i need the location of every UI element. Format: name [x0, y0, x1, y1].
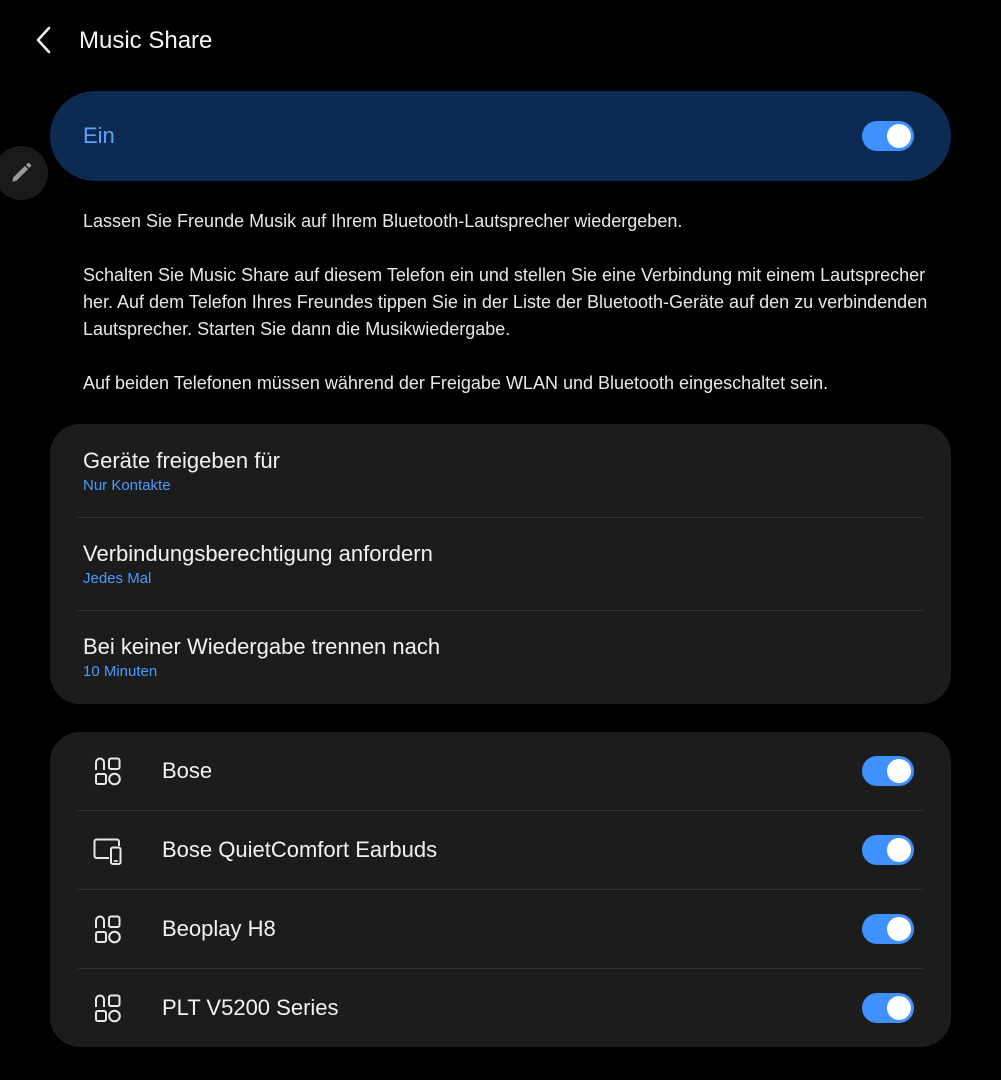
- device-grid-icon: [90, 991, 126, 1027]
- device-grid-icon: [90, 912, 126, 948]
- description-paragraph: Schalten Sie Music Share auf diesem Telefon ein und stellen Sie eine Verbindung mit einem Lautsprecher her. Auf dem Telefon Ihres Freundes tippen Sie in der Liste der Bluetooth-Geräte auf den zu verbindenden Lautsprecher. Starten Sie dann die Musikwiedergabe.: [83, 265, 928, 339]
- master-switch-label: Ein: [83, 123, 115, 148]
- toggle-knob: [887, 838, 911, 862]
- app-header: [0, 0, 1001, 82]
- device-name: Bose: [162, 758, 213, 783]
- device-name: Beoplay H8: [162, 916, 276, 941]
- device-row-beoplay-h8[interactable]: [50, 890, 951, 969]
- chevron-left-icon: [33, 25, 55, 55]
- setting-title: Verbindungsberechtigung anfordern: [83, 541, 433, 566]
- setting-value: 10 Minuten: [83, 663, 158, 680]
- description-text: [83, 208, 933, 424]
- settings-card: [50, 424, 951, 704]
- master-switch-toggle[interactable]: [862, 121, 914, 151]
- pencil-icon: [8, 160, 34, 186]
- description-paragraph: Auf beiden Telefonen müssen während der Freigabe WLAN und Bluetooth eingeschaltet sein.: [83, 373, 829, 393]
- setting-title: Geräte freigeben für: [83, 448, 280, 473]
- device-grid-icon: [90, 754, 126, 790]
- setting-share-devices-with[interactable]: [50, 424, 951, 517]
- setting-title: Bei keiner Wiedergabe trennen nach: [83, 634, 441, 659]
- page-title: Music Share: [79, 27, 213, 54]
- device-row-bose-quietcomfort-earbuds[interactable]: [50, 811, 951, 890]
- device-toggle-bose[interactable]: [862, 756, 914, 786]
- description-paragraph: Lassen Sie Freunde Musik auf Ihrem Bluetooth-Lautsprecher wiedergeben.: [83, 211, 683, 231]
- master-switch-card[interactable]: [50, 91, 951, 181]
- toggle-knob: [887, 917, 911, 941]
- device-row-plt-v5200-series[interactable]: [50, 969, 951, 1048]
- back-button[interactable]: [26, 22, 62, 58]
- device-toggle-plt-v5200-series[interactable]: [862, 993, 914, 1023]
- devices-card: [50, 732, 951, 1047]
- setting-value: Jedes Mal: [83, 570, 152, 587]
- toggle-knob: [887, 996, 911, 1020]
- device-name: PLT V5200 Series: [162, 995, 339, 1020]
- toggle-knob: [887, 124, 911, 148]
- setting-request-connection-permission[interactable]: [50, 517, 951, 610]
- setting-value: Nur Kontakte: [83, 477, 171, 494]
- monitor-phone-icon: [90, 833, 126, 869]
- device-toggle-beoplay-h8[interactable]: [862, 914, 914, 944]
- device-name: Bose QuietComfort Earbuds: [162, 837, 438, 862]
- device-toggle-bose-quietcomfort-earbuds[interactable]: [862, 835, 914, 865]
- device-row-bose[interactable]: [50, 732, 951, 811]
- toggle-knob: [887, 759, 911, 783]
- edit-button[interactable]: [0, 146, 48, 200]
- setting-disconnect-after-idle[interactable]: [50, 610, 951, 703]
